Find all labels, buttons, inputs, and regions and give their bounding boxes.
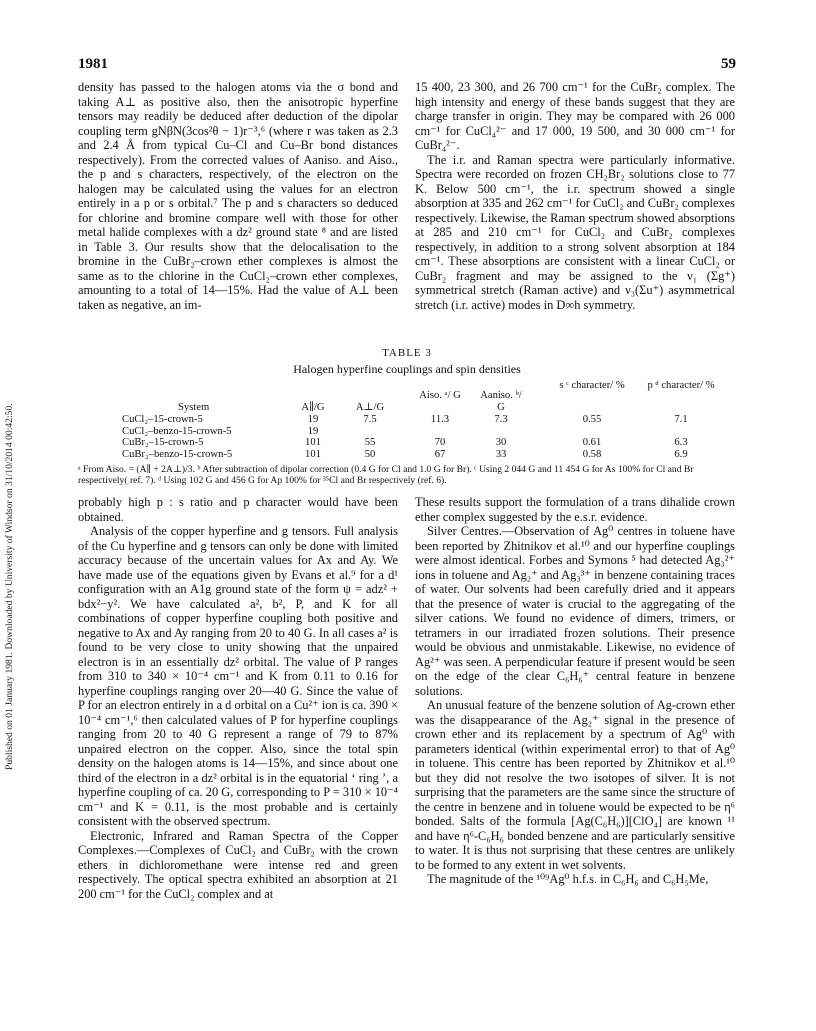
cell-s-character: 0.58	[582, 448, 602, 460]
cell-system: CuBr₂–benzo-15-crown-5	[122, 448, 233, 460]
header-a-parallel: A∥/G	[301, 402, 325, 413]
cell-s-character: 0.55	[582, 414, 602, 425]
cell-a-aniso: 7.3	[494, 414, 508, 425]
journal-year: 1981	[78, 56, 108, 72]
cell-a-parallel: 101	[305, 437, 321, 448]
cell-a-perpendicular: 55	[364, 437, 376, 448]
cell-a-iso: 67	[434, 448, 446, 460]
page-number: 59	[721, 56, 736, 72]
cell-p-character: 6.9	[674, 448, 688, 460]
cell-a-perpendicular: 7.5	[363, 414, 377, 425]
table-row	[78, 437, 736, 449]
cell-a-iso: 70	[434, 437, 446, 448]
top-right-column	[415, 80, 735, 312]
cell-a-iso: 11.3	[430, 414, 450, 425]
header-a-perpendicular: A⊥/G	[355, 402, 385, 413]
cell-system: CuCl₂–15-crown-5	[122, 414, 203, 425]
table-row	[78, 426, 736, 438]
paragraph: The magnitude of the ¹⁰⁹Ag⁰ h.f.s. in C₆H₆ and C₆H₅Me,	[427, 872, 709, 886]
cell-a-parallel: 19	[307, 425, 319, 437]
page-header	[78, 56, 736, 76]
cell-p-character: 7.1	[674, 414, 688, 425]
cell-s-character: 0.61	[582, 437, 602, 448]
paragraph: probably high p : s ratio and p character would have been obtained.	[78, 495, 398, 524]
table-row	[78, 449, 736, 461]
halogen-hyperfine-table	[78, 380, 736, 460]
paragraph: An unusual feature of the benzene solution of Ag-crown ether was the disappearance of the Ag₂⁺ signal in the presence of crown ether and its replacement by a spectrum of Ag⁰ with parameters identical (within experimental error) to that of Ag⁰ in toluene. This centre has been reported by Zhitnikov et al.¹⁰ but they did not resolve the two isotopes of silver. It is not surprising that the parameters are the same since the structure of the centre in benzene and in toluene would be expected to be η⁶ bonded. Salts of the formula [Ag(C₆H₆)][ClO₄] are known ¹¹ and have η⁶-C₆H₆ bonded benzene and are particularly sensitive to water. It is thus not surprising that these centres are unlikely to be formed to any extent in wet solvents.	[415, 698, 735, 872]
paragraph: 15 400, 23 300, and 26 700 cm⁻¹ for the CuBr₂ complex. The high intensity and energy of these bands suggest that they are charge transfer in origin. They may be compared with 26 000 cm⁻¹ for CuCl₄²⁻ and 17 000, 19 500, and 30 000 cm⁻¹ for CuBr₄²⁻.	[415, 80, 735, 152]
cell-p-character: 6.3	[674, 437, 688, 448]
download-watermark: Published on 01 January 1981. Downloaded by University of Windsor on 31/10/2014 00:42:50.	[4, 403, 15, 770]
header-a-iso: Aiso. ᵃ/ G	[419, 390, 461, 401]
cell-system: CuBr₂–15-crown-5	[122, 437, 204, 448]
header-a-aniso: Aaniso. ᵇ/ G	[480, 390, 522, 413]
bottom-left-column	[78, 495, 398, 901]
paragraph: Electronic, Infrared and Raman Spectra of the Copper Complexes.—Complexes of CuCl₂ and CuBr₂ with the crown ethers in dichloromethane were intense red and green respectively. The optical spectra exhibited an absorption at 21 200 cm⁻¹ for the CuCl₂ complex and at	[78, 828, 398, 901]
cell-a-aniso: 30	[495, 437, 507, 448]
cell-a-perpendicular: 50	[364, 448, 376, 460]
header-s-character: s ᶜ character/ %	[559, 380, 625, 391]
table-footnotes	[78, 464, 736, 486]
table-title: TABLE 3	[382, 347, 432, 359]
cell-a-parallel: 19	[307, 414, 319, 425]
header-p-character: p ᵈ character/ %	[647, 380, 715, 391]
paragraph: density has passed to the halogen atoms via the σ bond and taking A⊥ as positive also, then the anisotropic hyperfine tensors may readily be deduced after deduction of the dipolar coupling term gNβN(3cos²θ − 1)r⁻³,⁶ (where r was taken as 2.3 and 2.4 Å from typical Cu–Cl and Cu–Br bond distances respectively). From the corrected values of Aaniso. and Aiso., the p and s characters, respectively, of the electron on the halogen may be calculated using the values for an electron entirely in a p or s orbital.⁷ The p and s characters so deduced for chlorine and bromine compare well with those for other metal halide complexes with a dz² ground state ⁸ and are listed in Table 3. Our results show that the delocalisation to the bromine in the CuBr₂–crown ether complexes is almost the same as to the chlorine in the CuCl₂–crown ether complexes, amounting to a total of 14—15%. Had the value of A⊥ been taken as negative, an im-	[78, 80, 398, 312]
paragraph: Analysis of the copper hyperfine and g tensors. Full analysis of the Cu hyperfine and g tensors can only be done with limited accuracy because of the uncertain values for Ax and Ay. We have made use of the equations given by Evans et al.⁹ for a d¹ configuration with an A1g ground state of the form ψ = adz² + bdx²−y². We have calculated a², b², P, and K for all combinations of copper hyperfine coupling both positive and negative to Ax and Ay ranging from 20 to 40 G. In all cases a² is found to be very close to unity showing that the unpaired electron is in an essentially dz² orbital. The value of P ranges from 310 to 340 × 10⁻⁴ cm⁻¹ and K from 0.11 to 0.16 for hyperfine couplings ranging over 20—40 G. Since the value of P for an electron entirely in a d orbital on a Cu²⁺ ion is ca. 390 × 10⁻⁴ cm⁻¹,⁶ then calculated values of P for hyperfine couplings ranging from 20 to 40 G represent a range of 79 to 87% unpaired electron on the copper. Also, since the total spin density on the halogen atoms is 14—15%, and since about one third of the electron in a dz² orbital is in the equatorial ‘ ring ’, a hyperfine coupling of ca. 20 G, corresponding to P = 310 × 10⁻⁴ cm⁻¹ and K = 0.11, is the most probable and is certainly consistent with the observed spectrum.	[78, 524, 398, 828]
cell-a-aniso: 33	[495, 448, 507, 460]
paragraph: The i.r. and Raman spectra were particularly informative. Spectra were recorded on frozen CH₂Br₂ solutions close to 77 K. Below 500 cm⁻¹, the i.r. spectrum showed a single absorption at 335 and 262 cm⁻¹ for CuCl₂ and CuBr₂ complexes respectively. Likewise, the Raman spectrum showed absorptions at 285 and 210 cm⁻¹ for CuCl₂ and CuBr₂ complexes respectively, in addition to a strong solvent absorption at 184 cm⁻¹. These absorptions are consistent with a linear CuCl₂ or CuBr₂ fragment and may be assigned to the ν₁ (Σg⁺) symmetrical stretch (Raman active) and ν₃(Σu⁺) asymmetrical stretch (i.r. active) modes in D∞h symmetry.	[415, 152, 735, 312]
footnote-text: ᵃ From Aiso. = (A∥ + 2A⊥)/3. ᵇ After subtraction of dipolar correction (0.4 G for Cl and 1.0 G for Br). ᶜ Using 2 044 G and 11 454 G for As 100% for Cl and Br respectively( ref. 7). ᵈ Using 102 G and 456 G for Ap 100% for ³⁵Cl and Br respectively (ref. 6).	[78, 464, 694, 486]
header-system: System	[178, 402, 210, 413]
bottom-right-column	[415, 495, 735, 887]
paragraph: Silver Centres.—Observation of Ag⁰ centres in toluene have been reported by Zhitnikov et al.¹⁰ and our hyperfine couplings were almost identical. Forbes and Symons ⁵ had detected Ag₃²⁺ ions in toluene and Ag₂⁺ and Ag₃³⁺ in benzene containing traces of water. Our solvents had been carefully dried and it appears that the presence of water is crucial to the aggregating of the silver cations. We found no evidence of dimers, trimers, or tetramers in our irradiated frozen solutions. Their presence would be obvious and unmistakable. Likewise, no evidence of Ag²⁺ was seen. A perpendicular feature if present would be seen on the edge of the clear C₆H₆⁺ central feature in benzene solutions.	[415, 524, 735, 698]
top-left-column	[78, 80, 398, 312]
paragraph: These results support the formulation of a trans dihalide crown ether complex suggested by the e.s.r. evidence.	[415, 495, 735, 524]
table-subtitle: Halogen hyperfine couplings and spin densities	[293, 362, 521, 376]
table-row	[78, 414, 736, 426]
table-header-row	[78, 380, 736, 414]
cell-a-parallel: 101	[305, 448, 321, 460]
cell-system: CuCl₂–benzo-15-crown-5	[122, 425, 232, 437]
